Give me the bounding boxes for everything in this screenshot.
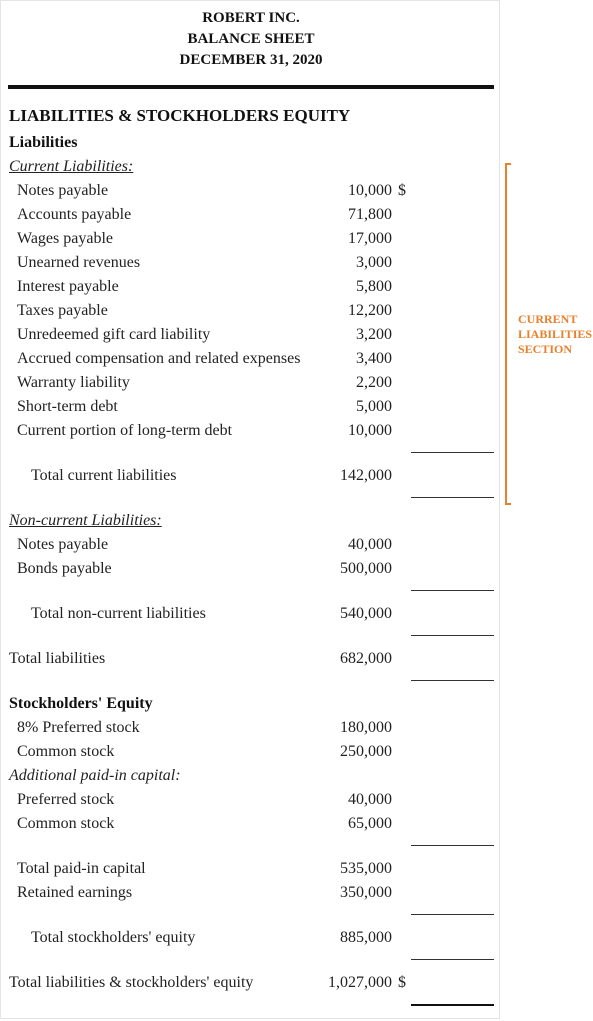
total-rule <box>411 497 494 498</box>
annotation-line: LIABILITIES <box>518 327 593 341</box>
current-item-value: 3,400 <box>356 350 392 367</box>
equity-item-label: Common stock <box>17 743 115 760</box>
total-noncurrent-liabilities-value: 540,000 <box>340 605 392 622</box>
double-rule <box>411 1004 494 1006</box>
current-item-label: Accrued compensation and related expenses <box>17 350 301 367</box>
current-item-label: Current portion of long-term debt <box>17 422 233 439</box>
section-title: LIABILITIES & STOCKHOLDERS EQUITY <box>9 106 351 125</box>
current-item-value: 10,000 <box>348 422 392 439</box>
apic-item-label: Preferred stock <box>17 791 115 808</box>
current-item-value: 3,200 <box>356 326 392 343</box>
statement-date: DECEMBER 31, 2020 <box>179 52 323 68</box>
current-item-value: 2,200 <box>356 374 392 391</box>
apic-item-label: Common stock <box>17 815 115 832</box>
grand-total-label: Total liabilities & stockholders' equity <box>9 974 254 991</box>
equity-item-label: 8% Preferred stock <box>17 719 140 736</box>
total-rule <box>411 635 494 636</box>
apic-item-value: 40,000 <box>348 791 392 808</box>
total-liabilities-value: 682,000 <box>340 650 392 667</box>
total-rule <box>411 680 494 681</box>
apic-heading: Additional paid-in capital: <box>9 767 181 784</box>
noncurrent-item-value: 500,000 <box>340 560 392 577</box>
total-noncurrent-liabilities-label: Total non-current liabilities <box>31 605 206 622</box>
current-item-label: Unredeemed gift card liability <box>17 326 211 343</box>
subtotal-rule <box>411 914 494 915</box>
apic-item-value: 65,000 <box>348 815 392 832</box>
header-divider <box>8 85 494 89</box>
current-item-value: 5,000 <box>356 398 392 415</box>
total-liabilities-label: Total liabilities <box>9 650 106 667</box>
total-rule <box>411 959 494 960</box>
current-item-value: 5,800 <box>356 278 392 295</box>
current-item-label: Notes payable <box>17 182 109 199</box>
total-equity-value: 885,000 <box>340 929 392 946</box>
statement-title: BALANCE SHEET <box>187 31 315 47</box>
current-item-label: Wages payable <box>17 230 113 247</box>
noncurrent-item-label: Bonds payable <box>17 560 112 577</box>
current-item-label: Taxes payable <box>17 302 108 319</box>
total-current-liabilities-label: Total current liabilities <box>31 467 177 484</box>
total-current-liabilities-value: 142,000 <box>340 467 392 484</box>
subtotal-rule <box>411 845 494 846</box>
current-item-label: Short-term debt <box>17 398 118 415</box>
annotation-line: SECTION <box>518 342 573 356</box>
current-item-label: Interest payable <box>17 278 119 295</box>
noncurrent-liabilities-heading: Non-current Liabilities: <box>9 512 162 529</box>
noncurrent-item-label: Notes payable <box>17 536 109 553</box>
annotation-line: CURRENT <box>518 312 578 326</box>
current-item-value: 3,000 <box>356 254 392 271</box>
current-item-value: 12,200 <box>348 302 392 319</box>
current-item-value: 10,000 <box>348 182 392 199</box>
grand-total-value: 1,027,000 <box>328 974 392 991</box>
currency-symbol: $ <box>398 974 406 991</box>
current-item-label: Accounts payable <box>17 206 132 223</box>
equity-item-value: 250,000 <box>340 743 392 760</box>
total-paid-in-capital-value: 535,000 <box>340 860 392 877</box>
total-equity-label: Total stockholders' equity <box>31 929 196 946</box>
current-liabilities-bracket <box>505 163 511 505</box>
currency-symbol: $ <box>398 182 406 199</box>
liabilities-heading: Liabilities <box>9 134 78 151</box>
equity-heading: Stockholders' Equity <box>9 695 153 712</box>
current-liabilities-heading: Current Liabilities: <box>9 158 134 175</box>
current-item-label: Unearned revenues <box>17 254 141 271</box>
current-item-value: 71,800 <box>348 206 392 223</box>
retained-earnings-value: 350,000 <box>340 884 392 901</box>
total-paid-in-capital-label: Total paid-in capital <box>17 860 146 877</box>
current-item-value: 17,000 <box>348 230 392 247</box>
company-name: ROBERT INC. <box>202 10 300 26</box>
current-item-label: Warranty liability <box>17 374 130 391</box>
subtotal-rule <box>411 452 494 453</box>
retained-earnings-label: Retained earnings <box>17 884 133 901</box>
noncurrent-item-value: 40,000 <box>348 536 392 553</box>
current-liabilities-annotation <box>518 312 593 357</box>
equity-item-value: 180,000 <box>340 719 392 736</box>
subtotal-rule <box>411 590 494 591</box>
